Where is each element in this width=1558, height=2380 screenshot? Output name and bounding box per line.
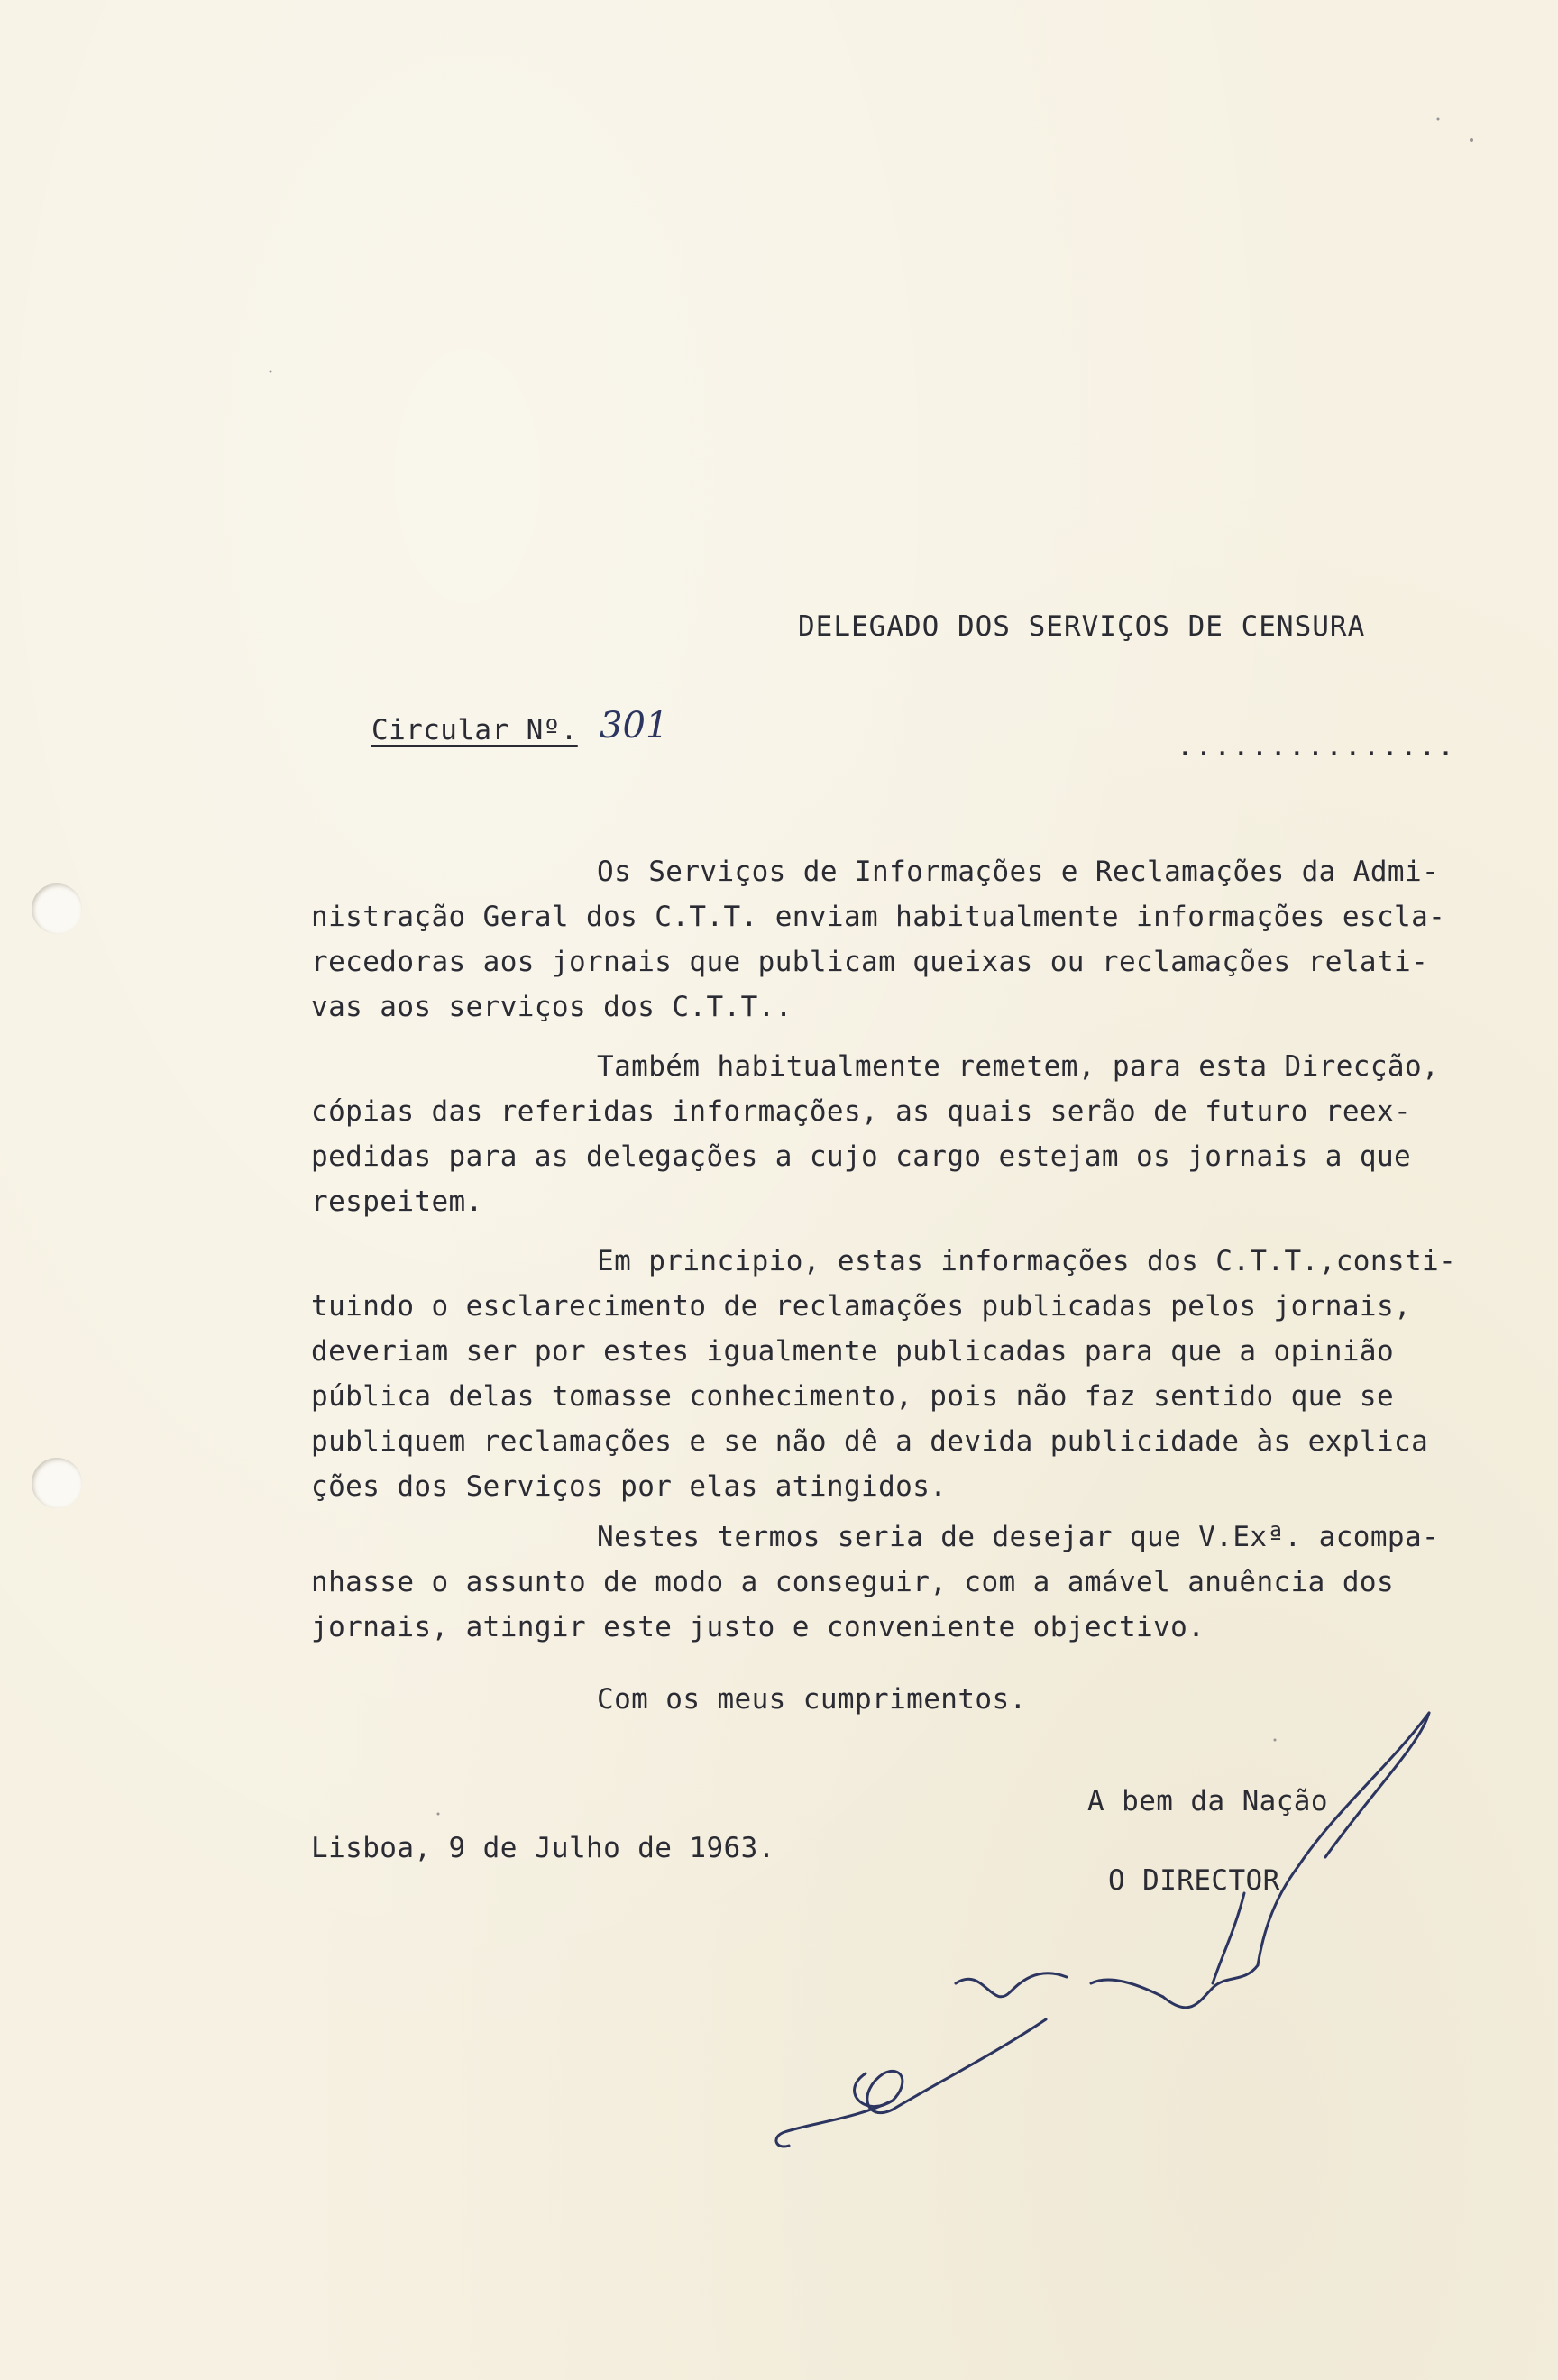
paragraph-2-line-3: pedidas para as delegações a cujo cargo estejam os jornais a que bbox=[311, 1140, 1412, 1173]
paragraph-1-line-1: Os Serviços de Informações e Reclamações da Admi- bbox=[597, 856, 1440, 888]
paragraph-3-line-1: Em principio, estas informações dos C.T.T.,consti- bbox=[597, 1245, 1457, 1277]
paragraph-2-line-2: cópias das referidas informações, as quais serão de futuro reex- bbox=[311, 1095, 1412, 1128]
paragraph-3-line-6: ções dos Serviços por elas atingidos. bbox=[311, 1470, 948, 1503]
paragraph-2-line-4: respeitem. bbox=[311, 1185, 483, 1218]
paragraph-4-line-3: jornais, atingir este justo e conveniente objectivo. bbox=[311, 1611, 1205, 1643]
circular-label: Circular Nº. bbox=[371, 714, 578, 746]
letterhead-title: DELEGADO DOS SERVIÇOS DE CENSURA bbox=[798, 610, 1366, 643]
closing-greeting: Com os meus cumprimentos. bbox=[597, 1683, 1027, 1716]
paragraph-2-line-1: Também habitualmente remetem, para esta Direcção, bbox=[597, 1050, 1440, 1083]
paragraph-4-line-2: nhasse o assunto de modo a conseguir, com a amável anuência dos bbox=[311, 1566, 1395, 1598]
circular-number: 301 bbox=[600, 705, 669, 746]
paragraph-3-line-2: tuindo o esclarecimento de reclamações publicadas pelos jornais, bbox=[311, 1290, 1412, 1323]
paragraph-1-line-4: vas aos serviços dos C.T.T.. bbox=[311, 991, 793, 1023]
punch-hole-top bbox=[32, 883, 82, 934]
paragraph-4-line-1: Nestes termos seria de desejar que V.Exª. acompa- bbox=[597, 1521, 1440, 1553]
paragraph-3-line-3: deveriam ser por estes igualmente publicadas para que a opinião bbox=[311, 1335, 1395, 1368]
salutation: A bem da Nação bbox=[1087, 1785, 1328, 1817]
place-and-date: Lisboa, 9 de Julho de 1963. bbox=[311, 1832, 775, 1864]
punch-hole-bottom bbox=[32, 1458, 82, 1508]
addressee-placeholder: ............... bbox=[1177, 730, 1456, 763]
paragraph-3-line-5: publiquem reclamações e se não dê a devida publicidade às explica bbox=[311, 1425, 1429, 1458]
paragraph-1-line-3: recedoras aos jornais que publicam queixas ou reclamações relati- bbox=[311, 946, 1429, 978]
paragraph-3-line-4: pública delas tomasse conhecimento, pois não faz sentido que se bbox=[311, 1380, 1395, 1413]
paragraph-1-line-2: nistração Geral dos C.T.T. enviam habitualmente informações escla- bbox=[311, 901, 1446, 933]
signatory-title: O DIRECTOR bbox=[1108, 1864, 1280, 1897]
